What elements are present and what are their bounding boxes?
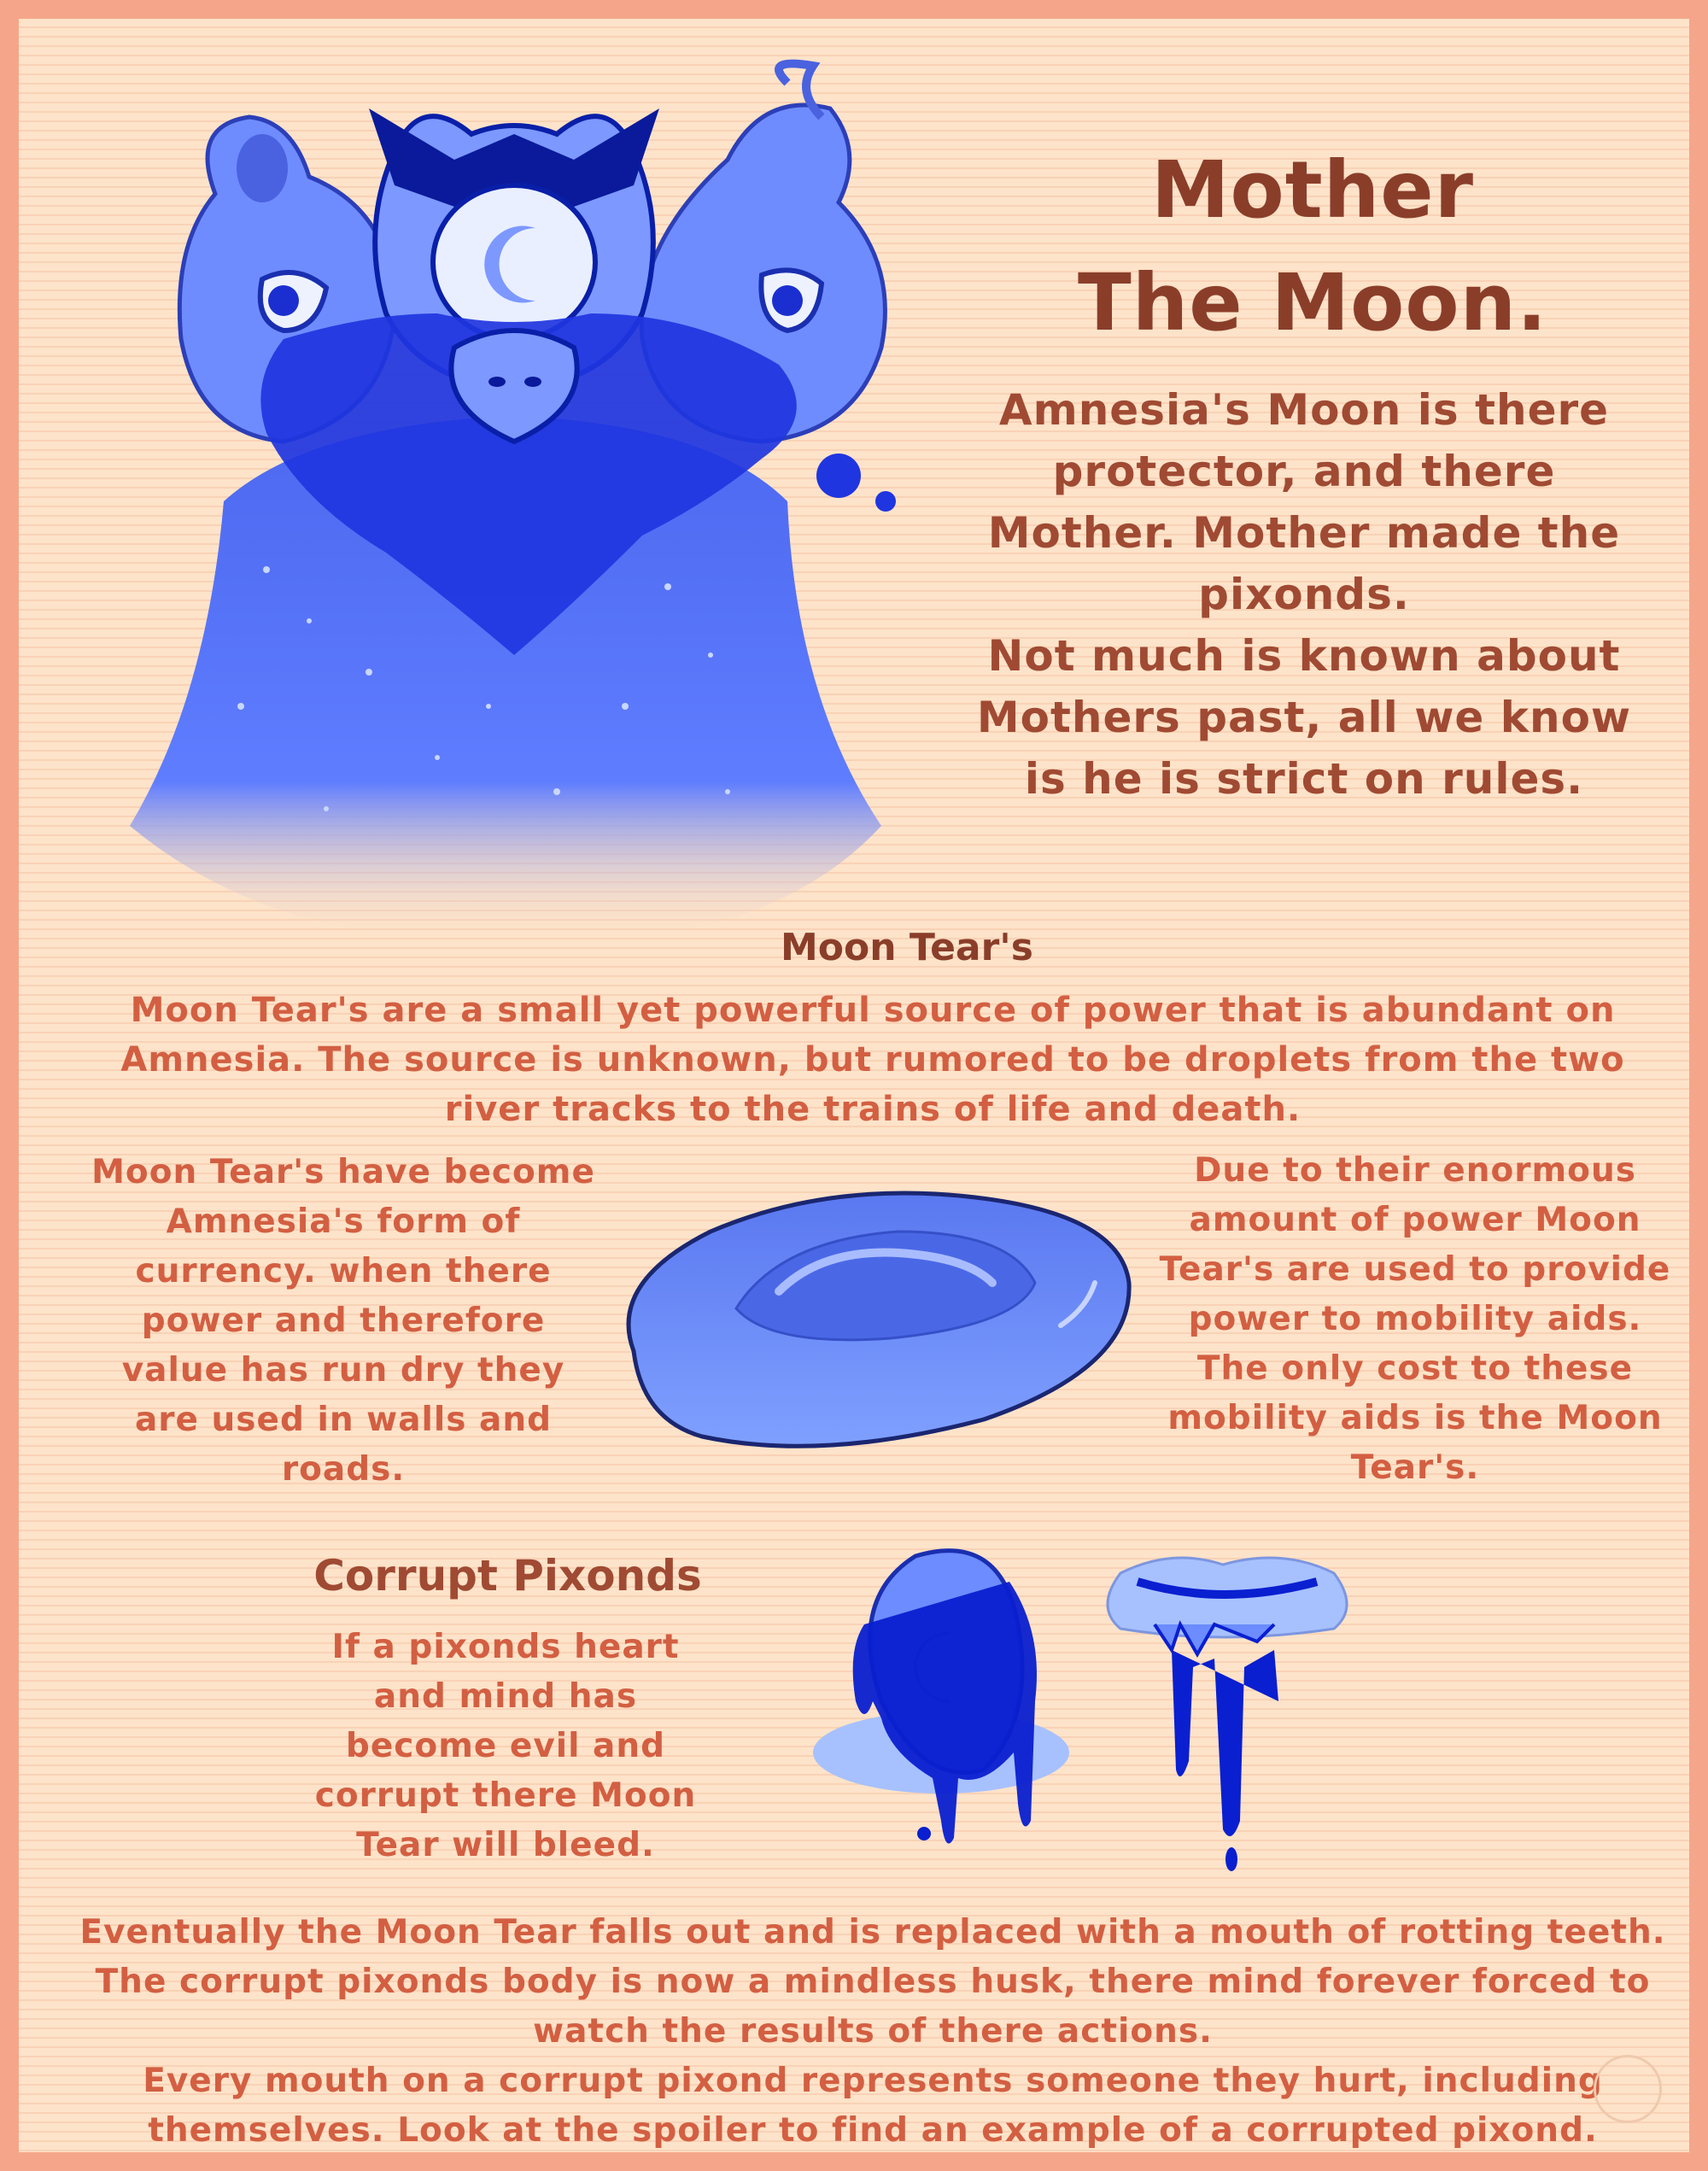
intro-text: Amnesia's Moon is there protector, and there Mother. Mother made the pixonds. Not much is known about Mothers past, all we know is he is strict on rules. — [976, 385, 1632, 804]
page-title: Mother The Moon. — [1077, 144, 1548, 348]
moon-tears-currency-text: Moon Tear's have become Amnesia's form of currency. when there power and therefore value has run dry they are used in walls and roads. — [91, 1153, 595, 1489]
corrupt-pixonds-heading: Corrupt Pixonds — [313, 1551, 702, 1600]
moon-tears-mobility-text: Due to their enormous amount of power Moon Tear's are used to provide power to mobility aids. The only cost to these mobility aids is the Moon Tear's. — [1159, 1151, 1671, 1487]
artist-watermark-icon — [1594, 2055, 1662, 2123]
moon-tears-description: Moon Tear's are a small yet powerful source of power that is abundant on Amnesia. The source is unknown, but rumored to be droplets from the two river tracks to the trains of life and death. — [120, 991, 1625, 1129]
corrupt-pixonds-illustration — [813, 1530, 1377, 1881]
moon-tears-heading: Moon Tear's — [781, 926, 1033, 969]
closing-text: Eventually the Moon Tear falls out and is replaced with a mouth of rotting teeth. The corrupt pixonds body is now a mindless husk, there mind forever forced to watch the results of there actions. Every mouth on a corrupt pixond represents someone they hurt, including themselves. Look at the spoiler to find an example of a corrupted pixond. — [79, 1913, 1666, 2150]
corrupt-pixonds-description: If a pixonds heart and mind has become evil and corrupt there Moon Tear will bleed. — [314, 1628, 697, 1864]
mother-portrait-illustration — [113, 57, 924, 954]
moon-tear-gem-illustration — [608, 1180, 1138, 1454]
